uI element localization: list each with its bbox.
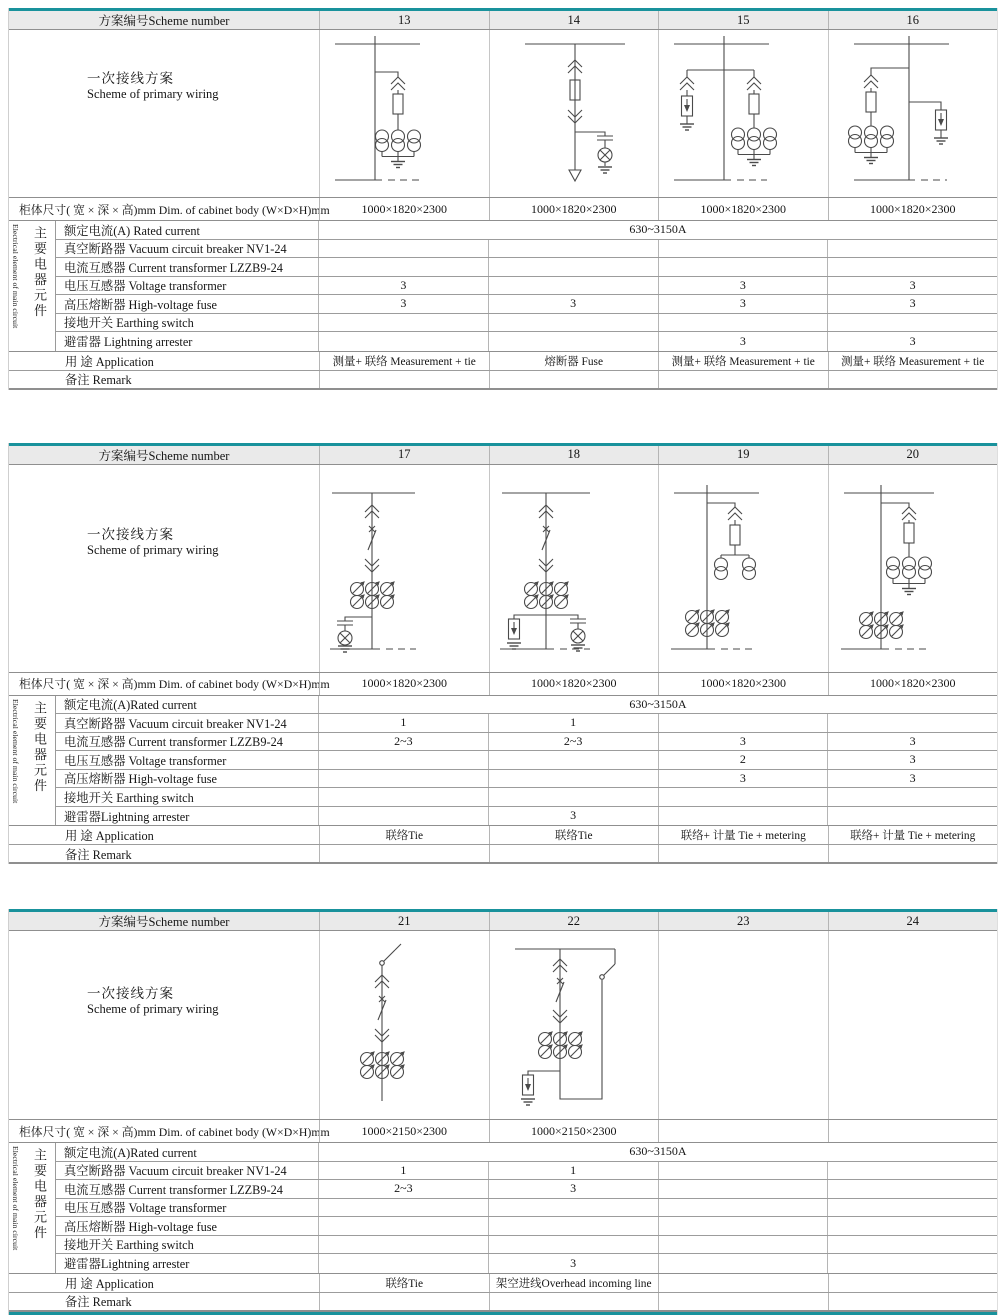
lightning-arrester-count-23 — [658, 1254, 828, 1273]
primary-wiring-label-en: Scheme of primary wiring — [87, 542, 219, 557]
hv-fuse-row — [56, 295, 997, 314]
hv-fuse-count-23 — [658, 1217, 828, 1235]
voltage-transformer-count-23 — [658, 1199, 828, 1217]
application-value-23 — [658, 1274, 828, 1292]
scheme-table-17-20 — [8, 443, 998, 865]
cabinet-dimension-label: 柜体尺寸( 宽 × 深 × 高)mm Dim. of cabinet body (W×D×H)mm — [19, 202, 330, 217]
earthing-switch-count-23 — [658, 1236, 828, 1254]
rated-current-value: 630~3150A — [318, 1143, 997, 1161]
application-value-13: 测量+ 联络 Measurement + tie — [319, 352, 489, 370]
cabinet-dimension-value-14: 1000×1820×2300 — [489, 198, 659, 220]
scheme-number-17: 17 — [319, 446, 489, 464]
element-group-label-en: Electrical element of main circuit — [11, 224, 20, 329]
cabinet-dimension-value-22: 1000×2150×2300 — [489, 1120, 659, 1142]
hv-fuse-label: 高压熔断器 High-voltage fuse — [64, 1219, 218, 1234]
rated-current-row — [56, 221, 997, 240]
current-transformer-count-20: 3 — [827, 733, 997, 751]
lightning-arrester-label: 避雷器Lightning arrester — [64, 809, 190, 824]
voltage-transformer-count-19: 2 — [658, 751, 828, 769]
application-value-19: 联络+ 计量 Tie + metering — [658, 826, 828, 844]
scheme-number-label: 方案编号Scheme number — [98, 14, 230, 28]
voltage-transformer-count-22 — [488, 1199, 658, 1217]
scheme-number-21: 21 — [319, 912, 489, 930]
scheme-number-22: 22 — [489, 912, 659, 930]
voltage-transformer-count-15: 3 — [658, 277, 828, 295]
scheme-table-13-16 — [8, 8, 998, 390]
lightning-arrester-count-21 — [318, 1254, 488, 1273]
primary-wiring-row — [9, 931, 997, 1119]
earthing-switch-count-19 — [658, 788, 828, 806]
element-group-header — [9, 1143, 56, 1273]
application-value-15: 测量+ 联络 Measurement + tie — [658, 352, 828, 370]
scheme-17-diagram — [319, 465, 489, 672]
lightning-arrester-count-18: 3 — [488, 807, 658, 826]
vacuum-breaker-count-22: 1 — [488, 1162, 658, 1180]
scheme-22-diagram — [489, 931, 659, 1119]
cabinet-dimension-value-17: 1000×1820×2300 — [319, 673, 489, 695]
hv-fuse-count-19: 3 — [658, 770, 828, 788]
scheme-number-23: 23 — [658, 912, 828, 930]
cabinet-dimension-value-19: 1000×1820×2300 — [658, 673, 828, 695]
scheme-21-diagram — [319, 931, 489, 1119]
cabinet-dimension-value-21: 1000×2150×2300 — [319, 1120, 489, 1142]
vacuum-breaker-count-18: 1 — [488, 714, 658, 732]
application-row — [9, 826, 997, 845]
current-transformer-label: 电流互感器 Current transformer LZZB9-24 — [64, 1182, 283, 1197]
earthing-switch-count-21 — [318, 1236, 488, 1254]
scheme-15-diagram — [658, 30, 828, 197]
rated-current-label: 额定电流(A)Rated current — [64, 698, 197, 713]
current-transformer-row — [56, 733, 997, 752]
remark-value-22 — [489, 1293, 659, 1310]
vacuum-breaker-count-16 — [827, 240, 997, 258]
current-transformer-count-23 — [658, 1180, 828, 1198]
lightning-arrester-count-14 — [488, 332, 658, 351]
element-group-label-cn: 主要电器元件 — [32, 226, 47, 319]
primary-wiring-label-cn: 一次接线方案 — [87, 526, 174, 542]
rated-current-label: 额定电流(A)Rated current — [64, 1145, 197, 1160]
primary-wiring-label-en: Scheme of primary wiring — [87, 1002, 219, 1016]
current-transformer-count-17: 2~3 — [318, 733, 488, 751]
lightning-arrester-row — [56, 807, 997, 826]
scheme-number-16: 16 — [828, 11, 998, 29]
remark-row — [9, 371, 997, 390]
vacuum-breaker-row — [56, 1162, 997, 1181]
element-group-label-cn: 主要电器元件 — [32, 700, 47, 794]
current-transformer-count-14 — [488, 258, 658, 276]
cabinet-dimension-value-18: 1000×1820×2300 — [489, 673, 659, 695]
voltage-transformer-count-18 — [488, 751, 658, 769]
teal-divider-bottom — [9, 1312, 997, 1315]
vacuum-breaker-count-13 — [318, 240, 488, 258]
application-value-18: 联络Tie — [489, 826, 659, 844]
element-rows — [56, 1143, 997, 1273]
application-row — [9, 1274, 997, 1293]
lightning-arrester-label: 避雷器Lightning arrester — [64, 1257, 190, 1272]
cabinet-dimension-value-23 — [658, 1120, 828, 1142]
earthing-switch-count-20 — [827, 788, 997, 806]
current-transformer-count-18: 2~3 — [488, 733, 658, 751]
remark-label: 备注 Remark — [65, 847, 132, 862]
remark-value-19 — [658, 845, 828, 862]
voltage-transformer-label: 电压互感器 Voltage transformer — [64, 1201, 227, 1216]
voltage-transformer-count-16: 3 — [827, 277, 997, 295]
cabinet-dimension-label: 柜体尺寸( 宽 × 深 × 高)mm Dim. of cabinet body (W×D×H)mm — [19, 1124, 330, 1139]
remark-value-21 — [319, 1293, 489, 1310]
lightning-arrester-count-15: 3 — [658, 332, 828, 351]
application-label: 用 途 Application — [65, 1276, 154, 1291]
lightning-arrester-label: 避雷器 Lightning arrester — [64, 335, 193, 350]
primary-wiring-label — [9, 931, 319, 1119]
vacuum-breaker-label: 真空断路器 Vacuum circuit breaker NV1-24 — [64, 242, 287, 257]
hv-fuse-count-13: 3 — [318, 295, 488, 313]
voltage-transformer-row — [56, 751, 997, 770]
remark-value-18 — [489, 845, 659, 862]
scheme-number-row — [9, 912, 997, 931]
current-transformer-count-16 — [827, 258, 997, 276]
current-transformer-count-22: 3 — [488, 1180, 658, 1198]
cabinet-dimension-value-16: 1000×1820×2300 — [828, 198, 998, 220]
element-rows — [56, 696, 997, 826]
scheme-19-diagram — [658, 465, 828, 672]
application-value-14: 熔断器 Fuse — [489, 352, 659, 370]
element-group-label-en: Electrical element of main circuit — [11, 1146, 20, 1251]
hv-fuse-row — [56, 770, 997, 789]
rated-current-value: 630~3150A — [318, 221, 997, 239]
earthing-switch-row — [56, 788, 997, 807]
hv-fuse-count-15: 3 — [658, 295, 828, 313]
cabinet-dimension-value-24 — [828, 1120, 998, 1142]
scheme-number-13: 13 — [319, 11, 489, 29]
scheme-number-label: 方案编号Scheme number — [98, 448, 230, 463]
application-value-24 — [828, 1274, 998, 1292]
hv-fuse-count-18 — [488, 770, 658, 788]
current-transformer-count-15 — [658, 258, 828, 276]
rated-current-row — [56, 696, 997, 715]
voltage-transformer-label: 电压互感器 Voltage transformer — [64, 279, 227, 294]
remark-label: 备注 Remark — [65, 1295, 132, 1309]
current-transformer-count-13 — [318, 258, 488, 276]
vacuum-breaker-count-14 — [488, 240, 658, 258]
earthing-switch-count-22 — [488, 1236, 658, 1254]
earthing-switch-count-15 — [658, 314, 828, 332]
current-transformer-row — [56, 1180, 997, 1199]
earthing-switch-count-17 — [318, 788, 488, 806]
vacuum-breaker-label: 真空断路器 Vacuum circuit breaker NV1-24 — [64, 1164, 287, 1179]
scheme-14-diagram — [489, 30, 659, 197]
application-row — [9, 352, 997, 371]
remark-row — [9, 845, 997, 864]
lightning-arrester-count-24 — [827, 1254, 997, 1273]
scheme-number-19: 19 — [658, 446, 828, 464]
earthing-switch-label: 接地开关 Earthing switch — [64, 790, 194, 805]
remark-value-16 — [828, 371, 998, 388]
remark-value-14 — [489, 371, 659, 388]
primary-wiring-label — [9, 30, 319, 197]
earthing-switch-label: 接地开关 Earthing switch — [64, 316, 194, 331]
cabinet-dimension-row — [9, 1119, 997, 1143]
scheme-table-21-24 — [8, 909, 998, 1315]
hv-fuse-count-21 — [318, 1217, 488, 1235]
earthing-switch-count-13 — [318, 314, 488, 332]
hv-fuse-count-17 — [318, 770, 488, 788]
scheme-number-15: 15 — [658, 11, 828, 29]
primary-wiring-label — [9, 465, 319, 672]
current-transformer-count-24 — [827, 1180, 997, 1198]
vacuum-breaker-count-15 — [658, 240, 828, 258]
application-value-22: 架空进线Overhead incoming line — [489, 1274, 659, 1292]
application-value-17: 联络Tie — [319, 826, 489, 844]
remark-value-15 — [658, 371, 828, 388]
voltage-transformer-count-24 — [827, 1199, 997, 1217]
remark-value-24 — [828, 1293, 998, 1310]
primary-wiring-row — [9, 465, 997, 672]
vacuum-breaker-count-24 — [827, 1162, 997, 1180]
remark-value-13 — [319, 371, 489, 388]
scheme-number-14: 14 — [489, 11, 659, 29]
hv-fuse-count-14: 3 — [488, 295, 658, 313]
main-circuit-elements — [9, 1143, 997, 1274]
remark-label: 备注 Remark — [65, 373, 132, 387]
current-transformer-row — [56, 258, 997, 277]
voltage-transformer-count-20: 3 — [827, 751, 997, 769]
element-group-header — [9, 696, 56, 826]
vacuum-breaker-count-23 — [658, 1162, 828, 1180]
current-transformer-count-21: 2~3 — [318, 1180, 488, 1198]
hv-fuse-label: 高压熔断器 High-voltage fuse — [64, 772, 218, 787]
application-label: 用 途 Application — [65, 829, 154, 843]
main-circuit-elements — [9, 696, 997, 827]
lightning-arrester-row — [56, 1254, 997, 1273]
scheme-number-24: 24 — [828, 912, 998, 930]
scheme-13-diagram — [319, 30, 489, 197]
voltage-transformer-count-13: 3 — [318, 277, 488, 295]
primary-wiring-row — [9, 30, 997, 197]
remark-value-17 — [319, 845, 489, 862]
cabinet-dimension-value-13: 1000×1820×2300 — [319, 198, 489, 220]
lightning-arrester-count-13 — [318, 332, 488, 351]
vacuum-breaker-row — [56, 714, 997, 733]
hv-fuse-count-24 — [827, 1217, 997, 1235]
hv-fuse-row — [56, 1217, 997, 1236]
scheme-16-diagram — [828, 30, 998, 197]
scheme-number-row — [9, 446, 997, 465]
earthing-switch-count-18 — [488, 788, 658, 806]
scheme-number-row — [9, 11, 997, 30]
voltage-transformer-row — [56, 277, 997, 296]
remark-value-20 — [828, 845, 998, 862]
rated-current-row — [56, 1143, 997, 1162]
element-group-label-cn: 主要电器元件 — [32, 1148, 47, 1241]
voltage-transformer-count-14 — [488, 277, 658, 295]
earthing-switch-count-14 — [488, 314, 658, 332]
vacuum-breaker-count-21: 1 — [318, 1162, 488, 1180]
cabinet-dimension-row — [9, 197, 997, 221]
primary-wiring-label-cn: 一次接线方案 — [87, 986, 174, 1001]
application-label: 用 途 Application — [65, 354, 154, 369]
element-group-label-en: Electrical element of main circuit — [11, 698, 20, 803]
hv-fuse-count-22 — [488, 1217, 658, 1235]
scheme-tables — [0, 8, 1000, 1315]
current-transformer-label: 电流互感器 Current transformer LZZB9-24 — [64, 735, 283, 750]
scheme-number-18: 18 — [489, 446, 659, 464]
scheme-18-diagram — [489, 465, 659, 672]
cabinet-dimension-label: 柜体尺寸( 宽 × 深 × 高)mm Dim. of cabinet body (W×D×H)mm — [19, 677, 330, 691]
earthing-switch-row — [56, 1236, 997, 1255]
primary-wiring-label-en: Scheme of primary wiring — [87, 87, 219, 101]
lightning-arrester-count-16: 3 — [827, 332, 997, 351]
element-rows — [56, 221, 997, 351]
lightning-arrester-row — [56, 332, 997, 351]
earthing-switch-count-16 — [827, 314, 997, 332]
primary-wiring-label-cn: 一次接线方案 — [87, 71, 174, 86]
voltage-transformer-count-17 — [318, 751, 488, 769]
remark-value-23 — [658, 1293, 828, 1310]
vacuum-breaker-row — [56, 240, 997, 259]
lightning-arrester-count-20 — [827, 807, 997, 826]
vacuum-breaker-count-17: 1 — [318, 714, 488, 732]
hv-fuse-count-16: 3 — [827, 295, 997, 313]
rated-current-value: 630~3150A — [318, 696, 997, 714]
hv-fuse-count-20: 3 — [827, 770, 997, 788]
lightning-arrester-count-17 — [318, 807, 488, 826]
earthing-switch-count-24 — [827, 1236, 997, 1254]
element-group-header — [9, 221, 56, 351]
lightning-arrester-count-19 — [658, 807, 828, 826]
vacuum-breaker-count-20 — [827, 714, 997, 732]
application-value-20: 联络+ 计量 Tie + metering — [828, 826, 998, 844]
scheme-23-diagram — [658, 931, 828, 1119]
cabinet-dimension-value-20: 1000×1820×2300 — [828, 673, 998, 695]
hv-fuse-label: 高压熔断器 High-voltage fuse — [64, 297, 218, 312]
earthing-switch-label: 接地开关 Earthing switch — [64, 1238, 194, 1253]
main-circuit-elements — [9, 221, 997, 352]
earthing-switch-row — [56, 314, 997, 333]
current-transformer-count-19: 3 — [658, 733, 828, 751]
remark-row — [9, 1293, 997, 1312]
scheme-20-diagram — [828, 465, 998, 672]
cabinet-dimension-value-15: 1000×1820×2300 — [658, 198, 828, 220]
scheme-number-20: 20 — [828, 446, 998, 464]
voltage-transformer-row — [56, 1199, 997, 1218]
vacuum-breaker-count-19 — [658, 714, 828, 732]
voltage-transformer-label: 电压互感器 Voltage transformer — [64, 753, 227, 768]
voltage-transformer-count-21 — [318, 1199, 488, 1217]
rated-current-label: 额定电流(A) Rated current — [64, 223, 200, 238]
lightning-arrester-count-22: 3 — [488, 1254, 658, 1273]
scheme-24-diagram — [828, 931, 998, 1119]
application-value-21: 联络Tie — [319, 1274, 489, 1292]
vacuum-breaker-label: 真空断路器 Vacuum circuit breaker NV1-24 — [64, 716, 287, 731]
cabinet-dimension-row — [9, 672, 997, 696]
scheme-number-label: 方案编号Scheme number — [98, 915, 230, 929]
current-transformer-label: 电流互感器 Current transformer LZZB9-24 — [64, 260, 283, 275]
application-value-16: 测量+ 联络 Measurement + tie — [828, 352, 998, 370]
